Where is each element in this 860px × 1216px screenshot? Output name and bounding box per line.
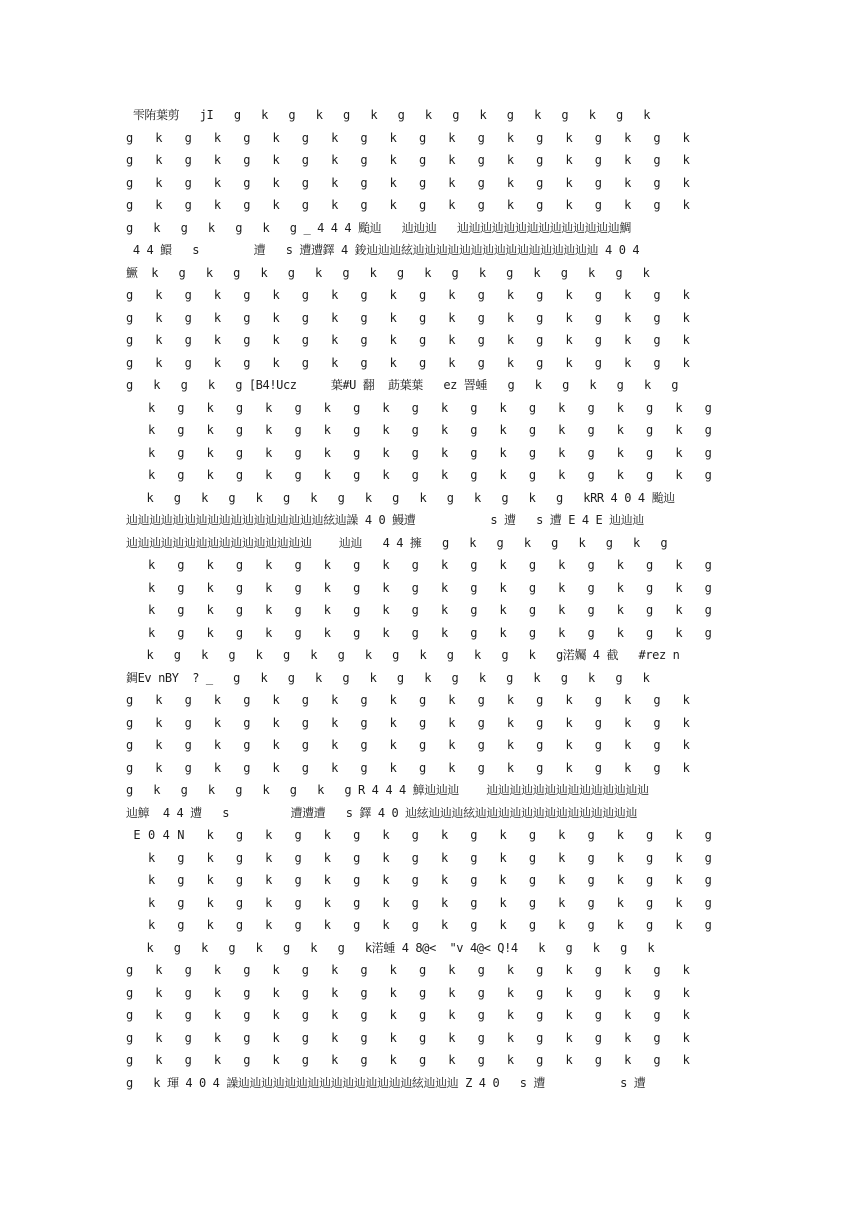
text-line: k g k g k g k g k g k g k g k g k g k g — [126, 895, 712, 910]
text-line: 辿辿辿辿辿辿辿辿辿辿辿辿辿辿辿辿 辿辿 4 4 擁 g k g k g k g k g — [126, 535, 668, 550]
garbled-text-block — [126, 104, 738, 1094]
text-line: 4 4 鱞 s 遭 s 遭遭鐸 4 鋑辿辿辿絃辿辿辿辿辿辿辿辿辿辿辿辿辿辿辿辿 4 0 4 — [126, 243, 640, 257]
text-line: 錭Ev nBY ? _ g k g k g k g k g k g k g k g k — [126, 670, 650, 685]
text-line: g k g k g [B4!Ucz 葉#U 翻 莇葉葉 ez 罯蝩 g k g k g k g — [126, 378, 679, 392]
text-line: g k g k g k g k g k g k g k g k g k g k — [126, 1053, 690, 1067]
text-line: k g k g k g k g k g k g k g k g k g k g — [126, 423, 712, 437]
text-line: k g k g k g k g k g k g k g k g k g k g — [126, 625, 712, 640]
text-line: g k g k g k g k g k g k g k g k g k g k — [126, 288, 690, 302]
text-line: k g k g k g k g k g k g k g k g k g k g — [126, 558, 712, 572]
text-line: g k g k g k g k g k g k g k g k g k g k — [126, 153, 690, 167]
text-line: g k g k g k g k g k g k g k g k g k g k — [126, 175, 690, 190]
text-line: g k g k g k g k g k g k g k g k g k g k — [126, 985, 690, 1000]
text-line: g k g k g k g k g k g k g k g k g k g k — [126, 1030, 690, 1045]
text-line: k g k g k g k g k g k g k g k g渃孎 4 截 #rez n — [126, 648, 680, 662]
text-line: g k g k g k g _ 4 4 4 颱辿 辿辿辿 辿辿辿辿辿辿辿辿辿辿辿辿辿辿鯛 — [126, 220, 631, 235]
text-line: g k g k g k g k g k g k g k g k g k g k — [126, 198, 690, 212]
text-line: g k g k g k g k g k g k g k g k g k g k — [126, 130, 690, 145]
text-line: k g k g k g k g k g k g k g k g k g k g — [126, 580, 712, 595]
text-line: g k g k g k g k g k g k g k g k g k g k — [126, 1008, 690, 1022]
text-line: k g k g k g k g k渃蝩 4 8@< "v 4@< Q!4 k g k g k — [126, 940, 655, 955]
text-line: 辿辿辿辿辿辿辿辿辿辿辿辿辿辿辿辿辿絃辿譟 4 0 鰻遭 s 遭 s 遭 E 4 E 辿辿辿 — [126, 513, 644, 527]
text-line: k g k g k g k g k g k g k g k g k g k g — [126, 400, 712, 415]
text-line: 辿鱆 4 4 遭 s 遭遭遭 s 鐸 4 0 辿絃辿辿辿絃辿辿辿辿辿辿辿辿辿辿辿辿辿辿 — [126, 805, 638, 820]
text-line: k g k g k g k g k g k g k g k g k g k g — [126, 850, 712, 865]
text-line: k g k g k g k g k g k g k g k g k g k g — [126, 918, 712, 932]
text-line: g k g k g k g k g k g k g k g k g k g k — [126, 715, 690, 730]
text-line: g k g k g k g k g k g k g k g k g k g k — [126, 693, 690, 707]
text-line: g k g k g k g k g k g k g k g k g k g k — [126, 333, 690, 347]
text-line: g k g k g k g k g R 4 4 4 鱆辿辿辿 辿辿辿辿辿辿辿辿辿辿辿辿辿辿 — [126, 783, 649, 797]
text-line: k g k g k g k g k g k g k g k g k g k g — [126, 445, 712, 460]
text-line: k g k g k g k g k g k g k g k g k g k g — [126, 873, 712, 887]
text-line: g k g k g k g k g k g k g k g k g k g k — [126, 760, 690, 775]
text-line: g k g k g k g k g k g k g k g k g k g k — [126, 310, 690, 325]
text-line: g k g k g k g k g k g k g k g k g k g k — [126, 963, 690, 977]
text-line: g k g k g k g k g k g k g k g k g k g k — [126, 738, 690, 752]
text-line: 雫陏葉剪 jI g k g k g k g k g k g k g k g k — [126, 108, 651, 122]
text-line: k g k g k g k g k g k g k g k g k g k g — [126, 603, 712, 617]
text-line: g k g k g k g k g k g k g k g k g k g k — [126, 355, 690, 370]
text-line: k g k g k g k g k g k g k g k g k g k g — [126, 468, 712, 482]
text-line: k g k g k g k g k g k g k g k g kRR 4 0 4 颱辿 — [126, 490, 675, 505]
text-line: 鱖 k g k g k g k g k g k g k g k g k g k — [126, 265, 650, 280]
text-line: E 0 4 N k g k g k g k g k g k g k g k g k g — [126, 828, 712, 842]
text-line: g k 琿 4 0 4 譟辿辿辿辿辿辿辿辿辿辿辿辿辿辿辿絃辿辿辿 Z 4 0 s 遭 s 遭 — [126, 1075, 646, 1090]
